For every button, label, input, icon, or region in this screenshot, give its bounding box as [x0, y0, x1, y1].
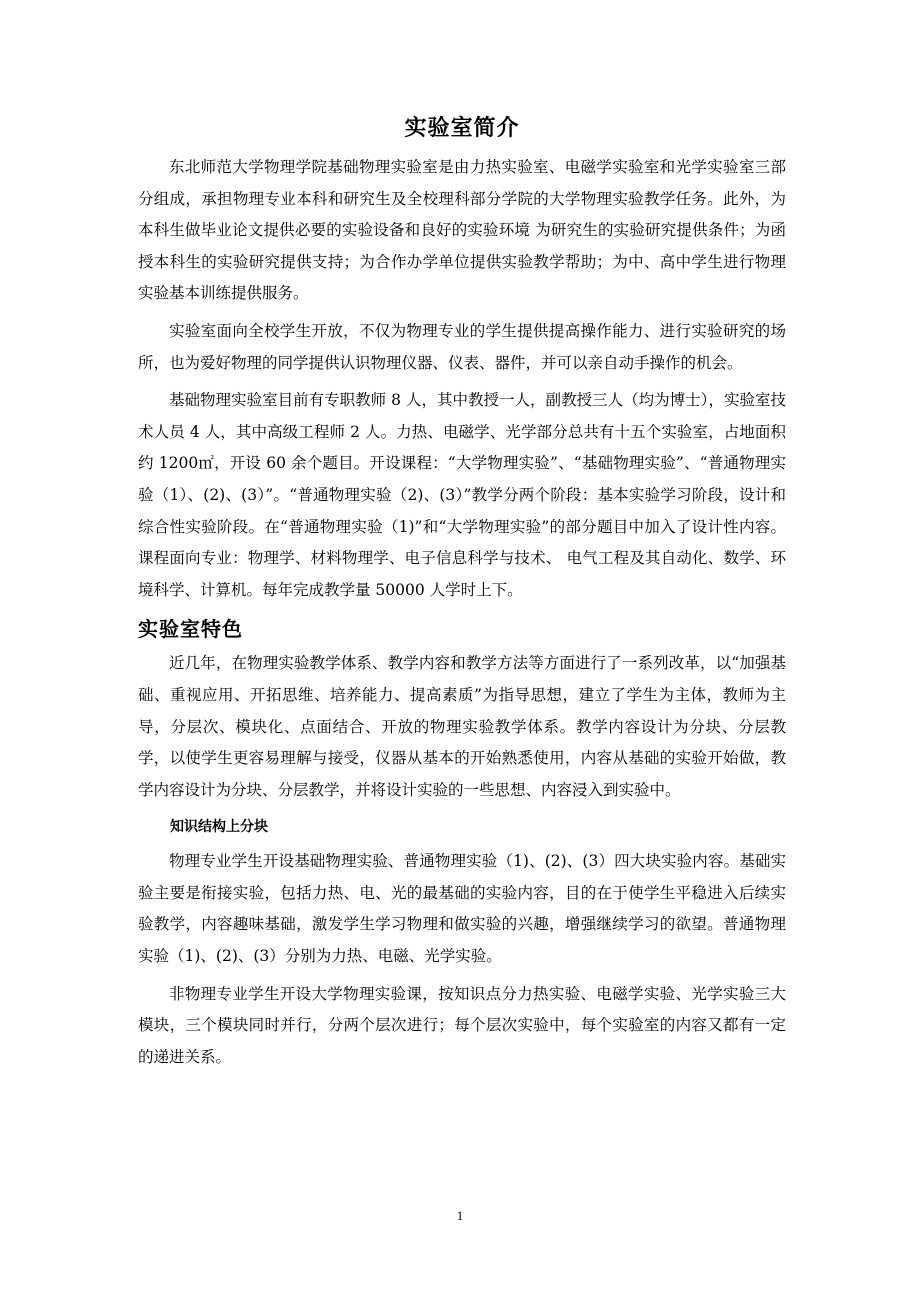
- intro-paragraph-2: 实验室面向全校学生开放，不仅为物理专业的学生提供提高操作能力、进行实验研究的场所，也为爱好物理的同学提供认识物理仪器、仪表、器件，并可以亲自动手操作的机会。: [138, 321, 786, 372]
- document-title: 实验室简介: [404, 116, 520, 141]
- knowledge-paragraph-1: 物理专业学生开设基础物理实验、普通物理实验（1)、(2)、(3）四大块实验内容。基础实验主要是衔接实验，包括力热、电、光的最基础的实验内容，目的在于使学生平稳进入后续实验教学，内容趣味基础，激发学生学习物理和做实验的兴趣，增强继续学习的欲望。普通物理实验（1)、(2)、(3）分别为力热、电磁、光学实验。: [138, 852, 786, 966]
- intro-paragraph-1: 东北师范大学物理学院基础物理实验室是由力热实验室、电磁学实验室和光学实验室三部分组成，承担物理专业本科和研究生及全校理科部分学院的大学物理实验教学任务。此外，为本科生做毕业论文提供必要的实验设备和良好的实验环境 为研究生的实验研究提供条件；为函授本科生的实验研究提供支持；为合作办学单位提供实验教学帮助；为中、高中学生进行物理实验基本训练提供服务。: [138, 158, 786, 303]
- section-heading-features: 实验室特色: [138, 617, 243, 642]
- page-number: 1: [456, 1208, 464, 1223]
- knowledge-paragraph-2: 非物理专业学生开设大学物理实验课，按知识点分力热实验、电磁学实验、光学实验三大模块，三个模块同时并行，分两个层次进行；每个层次实验中，每个实验室的内容又都有一定的递进关系。: [138, 984, 786, 1066]
- features-paragraph: 近几年，在物理实验教学体系、教学内容和教学方法等方面进行了一系列改革，以“加强基础、重视应用、开拓思维、培养能力、提高素质”为指导思想，建立了学生为主体，教师为主导，分层次、模块化、点面结合、开放的物理实验教学体系。教学内容设计为分块、分层教学，以使学生更容易理解与接受，仪器从基本的开始熟悉使用，内容从基础的实验开始做，教学内容设计为分块、分层教学，并将设计实验的一些思想、内容浸入到实验中。: [138, 654, 786, 799]
- document-body: [138, 112, 786, 1079]
- sub-heading-knowledge-structure: 知识结构上分块: [170, 819, 268, 836]
- intro-paragraph-3: 基础物理实验室目前有专职教师 8 人，其中教授一人，副教授三人（均为博士），实验室技术人员 4 人，其中高级工程师 2 人。力热、电磁学、光学部分总共有十五个实验室，占地面积约 1200㎡，开设 60 余个题目。开设课程：“大学物理实验”、“基础物理实验”、“普通物理实验（1）、(2)、(3）”。“普通物理实验（2)、(3）”教学分两个阶段：基本实验学习阶段，设计和综合性实验阶段。在“普通物理实验（1)”和“大学物理实验”的部分题目中加入了设计性内容。课程面向专业：物理学、材料物理学、电子信息科学与技术、 电气工程及其自动化、数学、环境科学、计算机。每年完成教学量 50000 人学时上下。: [138, 391, 786, 599]
